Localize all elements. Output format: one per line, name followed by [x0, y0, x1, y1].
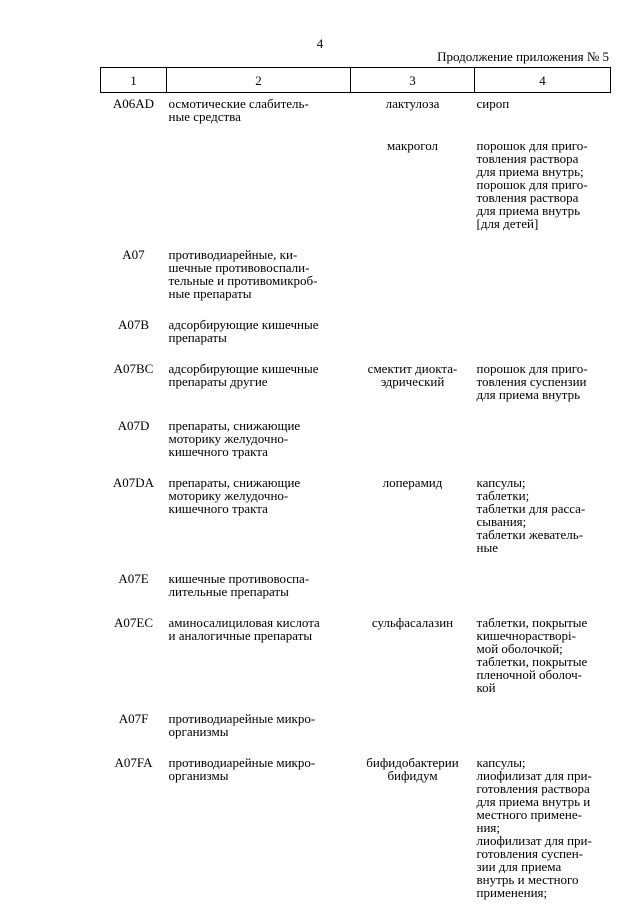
- column-header-4: 4: [475, 68, 611, 93]
- dosage-form-line: порошок для приго-: [477, 362, 609, 375]
- group-name-line: ные препараты: [169, 287, 349, 300]
- dosage-form-cell: [475, 362, 611, 419]
- group-name-line: адсорбирующие кишечные: [169, 362, 349, 375]
- dosage-form-cell: [475, 93, 611, 140]
- atc-code-cell: A07BC: [101, 362, 167, 419]
- substance-cell: [351, 616, 475, 712]
- group-name-line: противодиарейные микро-: [169, 712, 349, 725]
- group-name-line: шечные противовоспали-: [169, 261, 349, 274]
- substance-line: бифидобактерии: [353, 756, 473, 769]
- dosage-form-line: местного примене-: [477, 808, 609, 821]
- dosage-form-line: порошок для приго-: [477, 139, 609, 152]
- dosage-form-cell: [475, 318, 611, 362]
- substance-line: лактулоза: [353, 97, 473, 110]
- dosage-form-cell: [475, 476, 611, 572]
- atc-code-cell: A07DA: [101, 476, 167, 572]
- substance-line: бифидум: [353, 769, 473, 782]
- dosage-form-line: пленочной оболоч-: [477, 668, 609, 681]
- group-name-line: ные средства: [169, 110, 349, 123]
- table-row: [101, 139, 611, 248]
- dosage-form-line: применения;: [477, 886, 609, 899]
- dosage-form-line: [для детей]: [477, 217, 609, 230]
- table-row: [101, 572, 611, 616]
- atc-code-cell: A07E: [101, 572, 167, 616]
- group-name-cell: [167, 248, 351, 318]
- group-name-line: кишечного тракта: [169, 502, 349, 515]
- atc-code-cell: A07D: [101, 419, 167, 476]
- dosage-form-line: таблетки для расса-: [477, 502, 609, 515]
- substance-cell: [351, 572, 475, 616]
- group-name-line: препараты: [169, 331, 349, 344]
- dosage-form-cell: [475, 419, 611, 476]
- table-row: [101, 616, 611, 712]
- group-name-cell: [167, 419, 351, 476]
- group-name-line: адсорбирующие кишечные: [169, 318, 349, 331]
- group-name-cell: [167, 572, 351, 616]
- table-row: [101, 756, 611, 917]
- table-row: [101, 362, 611, 419]
- table-body: [101, 93, 611, 917]
- group-name-cell: [167, 476, 351, 572]
- dosage-form-line: товления раствора: [477, 191, 609, 204]
- atc-code-cell: A07B: [101, 318, 167, 362]
- atc-code-cell: [101, 139, 167, 248]
- atc-code-cell: A07F: [101, 712, 167, 756]
- group-name-cell: [167, 93, 351, 140]
- table-row: [101, 248, 611, 318]
- group-name-cell: [167, 616, 351, 712]
- group-name-line: противодиарейные микро-: [169, 756, 349, 769]
- group-name-line: аминосалициловая кислота: [169, 616, 349, 629]
- group-name-line: препараты, снижающие: [169, 476, 349, 489]
- group-name-cell: [167, 756, 351, 917]
- group-name-line: и аналогичные препараты: [169, 629, 349, 642]
- dosage-form-line: таблетки жеватель-: [477, 528, 609, 541]
- dosage-form-line: готовления раствора: [477, 782, 609, 795]
- substance-cell: [351, 419, 475, 476]
- substance-line: сульфасалазин: [353, 616, 473, 629]
- group-name-line: организмы: [169, 725, 349, 738]
- group-name-cell: [167, 712, 351, 756]
- table-row: [101, 476, 611, 572]
- dosage-form-line: мой оболочкой;: [477, 642, 609, 655]
- substance-cell: [351, 362, 475, 419]
- substance-line: макрогол: [353, 139, 473, 152]
- dosage-form-line: порошок для приго-: [477, 178, 609, 191]
- dosage-form-line: для приема внутрь;: [477, 165, 609, 178]
- substance-cell: [351, 712, 475, 756]
- table-row: [101, 318, 611, 362]
- dosage-form-cell: [475, 616, 611, 712]
- substance-cell: [351, 318, 475, 362]
- dosage-form-cell: [475, 712, 611, 756]
- group-name-line: лительные препараты: [169, 585, 349, 598]
- dosage-form-line: ния;: [477, 821, 609, 834]
- dosage-form-line: товления раствора: [477, 152, 609, 165]
- column-header-3: 3: [351, 68, 475, 93]
- dosage-form-line: таблетки, покрытые: [477, 655, 609, 668]
- table-row: [101, 712, 611, 756]
- dosage-form-line: таблетки;: [477, 489, 609, 502]
- group-name-cell: [167, 362, 351, 419]
- atc-code-cell: A07FA: [101, 756, 167, 917]
- dosage-form-line: для приема внутрь и: [477, 795, 609, 808]
- column-header-1: 1: [101, 68, 167, 93]
- dosage-form-line: готовления суспен-: [477, 847, 609, 860]
- group-name-line: моторику желудочно-: [169, 489, 349, 502]
- substance-line: эдрический: [353, 375, 473, 388]
- dosage-form-line: зии для приема: [477, 860, 609, 873]
- dosage-form-line: сывания;: [477, 515, 609, 528]
- column-header-2: 2: [167, 68, 351, 93]
- group-name-line: осмотические слабитель-: [169, 97, 349, 110]
- atc-code-cell: A07EC: [101, 616, 167, 712]
- group-name-cell: [167, 139, 351, 248]
- dosage-form-line: лиофилизат для при-: [477, 769, 609, 782]
- group-name-cell: [167, 318, 351, 362]
- group-name-line: препараты другие: [169, 375, 349, 388]
- dosage-form-cell: [475, 248, 611, 318]
- dosage-form-cell: [475, 139, 611, 248]
- substance-cell: [351, 476, 475, 572]
- group-name-line: кишечного тракта: [169, 445, 349, 458]
- group-name-line: противодиарейные, ки-: [169, 248, 349, 261]
- header-row: [101, 68, 611, 93]
- dosage-form-line: для приема внутрь: [477, 388, 609, 401]
- dosage-form-line: кой: [477, 681, 609, 694]
- substance-cell: [351, 248, 475, 318]
- substance-cell: [351, 139, 475, 248]
- group-name-line: организмы: [169, 769, 349, 782]
- dosage-form-line: ные: [477, 541, 609, 554]
- dosage-form-line: кишечнорастворі-: [477, 629, 609, 642]
- dosage-form-line: сироп: [477, 97, 609, 110]
- page-number: 4: [0, 37, 640, 50]
- drug-table: [100, 67, 611, 917]
- substance-cell: [351, 93, 475, 140]
- dosage-form-line: таблетки, покрытые: [477, 616, 609, 629]
- table-row: [101, 419, 611, 476]
- table-row: [101, 93, 611, 140]
- substance-line: смектит диокта-: [353, 362, 473, 375]
- group-name-line: кишечные противовоспа-: [169, 572, 349, 585]
- group-name-line: моторику желудочно-: [169, 432, 349, 445]
- substance-line: лоперамид: [353, 476, 473, 489]
- substance-cell: [351, 756, 475, 917]
- group-name-line: тельные и противомикроб-: [169, 274, 349, 287]
- atc-code-cell: A06AD: [101, 93, 167, 140]
- dosage-form-line: для приема внутрь: [477, 204, 609, 217]
- dosage-form-line: товления суспензии: [477, 375, 609, 388]
- dosage-form-line: капсулы;: [477, 756, 609, 769]
- dosage-form-cell: [475, 756, 611, 917]
- continuation-note: Продолжение приложения № 5: [0, 50, 609, 63]
- dosage-form-cell: [475, 572, 611, 616]
- dosage-form-line: капсулы;: [477, 476, 609, 489]
- dosage-form-line: внутрь и местного: [477, 873, 609, 886]
- dosage-form-line: лиофилизат для при-: [477, 834, 609, 847]
- group-name-line: препараты, снижающие: [169, 419, 349, 432]
- atc-code-cell: A07: [101, 248, 167, 318]
